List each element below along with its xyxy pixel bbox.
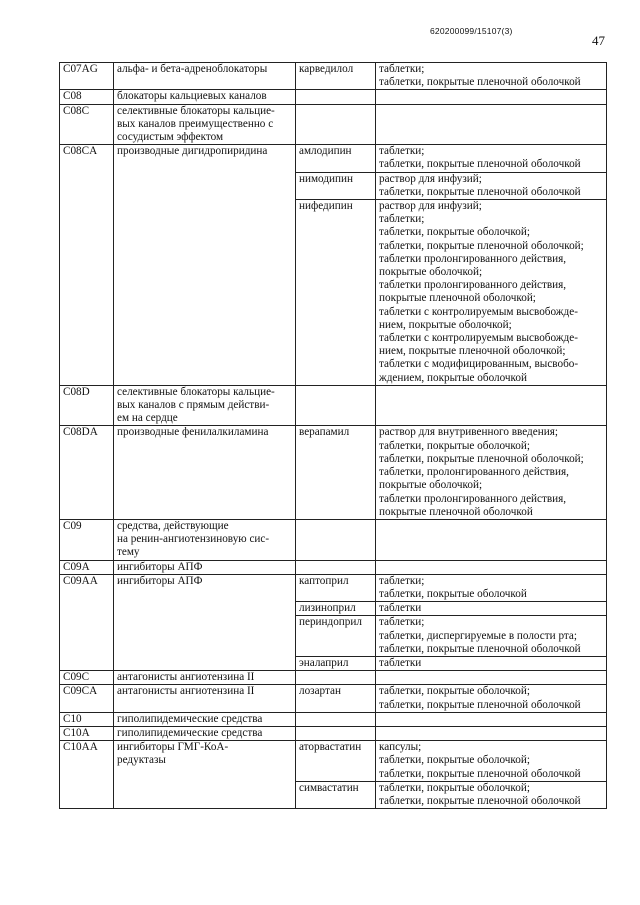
cell-text-line: гиполипидемические средства: [117, 726, 263, 739]
cell-text-line: капсулы;: [379, 741, 422, 754]
dosage-form-cell: [376, 685, 607, 712]
table-row: [60, 145, 607, 172]
atc-code-cell: C09: [60, 519, 114, 560]
cell-text-line: таблетки с модифицированным, высвобо-: [379, 358, 579, 371]
drug-name-cell: [296, 519, 376, 560]
table-row: [60, 741, 607, 782]
pharmacological-group-cell: [114, 104, 296, 145]
atc-code-cell: C08CA: [60, 145, 114, 386]
drug-name-cell: [296, 560, 376, 574]
pharmacological-group-cell: [114, 726, 296, 740]
atc-code-cell: C07AG: [60, 63, 114, 90]
drug-name-cell: амлодипин: [296, 145, 376, 172]
cell-text-line: таблетки, покрытые оболочкой;: [379, 754, 530, 767]
document-id: 620200099/15107(3): [430, 26, 513, 36]
drug-table: [59, 62, 607, 809]
cell-text-line: гиполипидемические средства: [117, 712, 263, 725]
drug-name-cell: [296, 90, 376, 104]
dosage-form-cell: [376, 172, 607, 199]
dosage-form-cell: [376, 519, 607, 560]
cell-text-line: таблетки;: [379, 63, 425, 75]
cell-text-line: ингибиторы ГМГ-КоА-: [117, 741, 229, 754]
dosage-form-cell: [376, 104, 607, 145]
cell-text-line: таблетки, покрытые пленочной оболочкой: [379, 794, 581, 807]
drug-name-cell: [296, 104, 376, 145]
cell-text-line: таблетки, покрытые пленочной оболочкой: [379, 767, 581, 780]
dosage-form-cell: [376, 90, 607, 104]
cell-text-line: раствор для инфузий;: [379, 200, 482, 213]
pharmacological-group-cell: [114, 426, 296, 519]
table-row: [60, 726, 607, 740]
page-number: 47: [592, 33, 605, 48]
cell-text-line: таблетки, покрытые пленочной оболочкой: [379, 185, 581, 198]
dosage-form-cell: [376, 656, 607, 670]
cell-text-line: таблетки, покрытые пленочной оболочкой;: [379, 452, 584, 465]
pharmacological-group-cell: [114, 63, 296, 90]
drug-name-cell: [296, 671, 376, 685]
table-row: [60, 519, 607, 560]
cell-text-line: альфа- и бета-адреноблокаторы: [117, 63, 268, 75]
cell-text-line: на ренин-ангиотензиновую сис-: [117, 533, 270, 546]
drug-name-cell: нимодипин: [296, 172, 376, 199]
cell-text-line: антагонисты ангиотензина II: [117, 671, 255, 684]
atc-code-cell: C08C: [60, 104, 114, 145]
pharmacological-group-cell: [114, 560, 296, 574]
cell-text-line: таблетки, покрытые пленочной оболочкой: [379, 76, 581, 89]
cell-text-line: покрытые оболочкой;: [379, 266, 483, 279]
dosage-form-cell: [376, 63, 607, 90]
drug-name-cell: эналаприл: [296, 656, 376, 670]
cell-text-line: таблетки, покрытые оболочкой;: [379, 685, 530, 698]
atc-code-cell: C10A: [60, 726, 114, 740]
drug-name-cell: [296, 385, 376, 426]
dosage-form-cell: [376, 145, 607, 172]
atc-code-cell: C09AA: [60, 574, 114, 670]
table-row: [60, 712, 607, 726]
drug-name-cell: периндоприл: [296, 616, 376, 657]
dosage-form-cell: [376, 781, 607, 808]
cell-text-line: редуктазы: [117, 754, 166, 767]
cell-text-line: таблетки, диспергируемые в полости рта;: [379, 629, 577, 642]
cell-text-line: таблетки;: [379, 213, 425, 226]
dosage-form-cell: [376, 712, 607, 726]
cell-text-line: селективные блокаторы кальцие-: [117, 104, 275, 117]
table-row: [60, 90, 607, 104]
dosage-form-cell: [376, 560, 607, 574]
table-row: [60, 426, 607, 519]
cell-text-line: таблетки, покрытые пленочной оболочкой;: [379, 239, 584, 252]
table-row: [60, 104, 607, 145]
cell-text-line: таблетки, покрытые оболочкой: [379, 587, 527, 600]
cell-text-line: антагонисты ангиотензина II: [117, 685, 255, 698]
drug-name-cell: лозартан: [296, 685, 376, 712]
atc-code-cell: C10AA: [60, 741, 114, 809]
cell-text-line: блокаторы кальциевых каналов: [117, 90, 267, 103]
atc-code-cell: C08D: [60, 385, 114, 426]
cell-text-line: тему: [117, 546, 140, 559]
dosage-form-cell: [376, 671, 607, 685]
atc-code-cell: C09C: [60, 671, 114, 685]
cell-text-line: сосудистым эффектом: [117, 131, 224, 144]
atc-code-cell: C08DA: [60, 426, 114, 519]
cell-text-line: таблетки с контролируемым высвобожде-: [379, 305, 578, 318]
cell-text-line: селективные блокаторы кальцие-: [117, 385, 275, 398]
cell-text-line: вых каналов преимущественно с: [117, 117, 274, 130]
cell-text-line: нием, покрытые пленочной оболочкой;: [379, 345, 566, 358]
atc-code-cell: C09CA: [60, 685, 114, 712]
pharmacological-group-cell: [114, 519, 296, 560]
dosage-form-cell: [376, 616, 607, 657]
drug-name-cell: лизиноприл: [296, 602, 376, 616]
cell-text-line: таблетки;: [379, 616, 425, 629]
cell-text-line: таблетки, покрытые пленочной оболочкой: [379, 698, 581, 711]
cell-text-line: раствор для внутривенного введения;: [379, 426, 558, 439]
pharmacological-group-cell: [114, 145, 296, 386]
cell-text-line: таблетки пролонгированного действия,: [379, 279, 567, 292]
drug-name-cell: симвастатин: [296, 781, 376, 808]
cell-text-line: ем на сердце: [117, 412, 178, 425]
pharmacological-group-cell: [114, 385, 296, 426]
cell-text-line: таблетки пролонгированного действия,: [379, 252, 567, 265]
cell-text-line: таблетки, покрытые оболочкой;: [379, 781, 530, 794]
dosage-form-cell: [376, 385, 607, 426]
cell-text-line: производные дигидропиридина: [117, 145, 268, 158]
table-row: [60, 63, 607, 90]
cell-text-line: таблетки: [379, 602, 422, 615]
cell-text-line: покрытые пленочной оболочкой: [379, 505, 533, 518]
pharmacological-group-cell: [114, 741, 296, 809]
drug-name-cell: нифедипин: [296, 200, 376, 386]
dosage-form-cell: [376, 602, 607, 616]
drug-name-cell: [296, 726, 376, 740]
cell-text-line: таблетки, покрытые пленочной оболочкой: [379, 158, 581, 171]
pharmacological-group-cell: [114, 90, 296, 104]
cell-text-line: производные фенилалкиламина: [117, 426, 269, 439]
table-row: [60, 385, 607, 426]
atc-code-cell: C08: [60, 90, 114, 104]
cell-text-line: ингибиторы АПФ: [117, 574, 203, 587]
cell-text-line: таблетки, покрытые пленочной оболочкой: [379, 642, 581, 655]
cell-text-line: таблетки, покрытые оболочкой;: [379, 226, 530, 239]
cell-text-line: ждением, покрытые оболочкой: [379, 371, 527, 384]
dosage-form-cell: [376, 200, 607, 386]
dosage-form-cell: [376, 741, 607, 782]
cell-text-line: таблетки, пролонгированного действия,: [379, 466, 569, 479]
table-row: [60, 685, 607, 712]
dosage-form-cell: [376, 426, 607, 519]
cell-text-line: ингибиторы АПФ: [117, 560, 203, 573]
pharmacological-group-cell: [114, 712, 296, 726]
dosage-form-cell: [376, 574, 607, 601]
drug-name-cell: [296, 712, 376, 726]
cell-text-line: таблетки;: [379, 574, 425, 587]
cell-text-line: вых каналов с прямым действи-: [117, 399, 270, 412]
atc-code-cell: C10: [60, 712, 114, 726]
cell-text-line: таблетки с контролируемым высвобожде-: [379, 332, 578, 345]
table-row: [60, 560, 607, 574]
atc-code-cell: C09A: [60, 560, 114, 574]
table-row: [60, 671, 607, 685]
drug-name-cell: карведилол: [296, 63, 376, 90]
cell-text-line: таблетки пролонгированного действия,: [379, 492, 567, 505]
table-row: [60, 574, 607, 601]
drug-name-cell: верапамил: [296, 426, 376, 519]
cell-text-line: покрытые оболочкой;: [379, 479, 483, 492]
drug-name-cell: аторвастатин: [296, 741, 376, 782]
drug-name-cell: каптоприл: [296, 574, 376, 601]
cell-text-line: нием, покрытые оболочкой;: [379, 318, 512, 331]
cell-text-line: средства, действующие: [117, 519, 229, 532]
pharmacological-group-cell: [114, 671, 296, 685]
cell-text-line: таблетки, покрытые оболочкой;: [379, 439, 530, 452]
pharmacological-group-cell: [114, 685, 296, 712]
dosage-form-cell: [376, 726, 607, 740]
cell-text-line: покрытые пленочной оболочкой;: [379, 292, 536, 305]
cell-text-line: таблетки;: [379, 145, 425, 158]
cell-text-line: таблетки: [379, 656, 422, 669]
pharmacological-group-cell: [114, 574, 296, 670]
cell-text-line: раствор для инфузий;: [379, 172, 482, 185]
